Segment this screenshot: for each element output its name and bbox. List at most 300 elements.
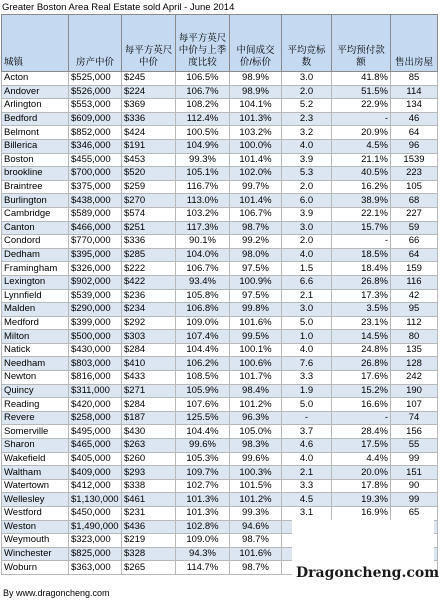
table-cell: 106.7% [230,207,282,221]
table-cell: 125.5% [176,411,230,425]
table-cell: Condord [2,235,69,249]
table-cell: 26.8% [332,357,391,371]
table-cell: 4.0 [282,139,332,153]
table-cell: 101.7% [230,371,282,385]
table-cell: 108.2% [176,99,230,113]
table-cell: 101.2% [230,493,282,507]
table-cell: $455,000 [69,153,122,167]
table-cell: - [332,112,391,126]
table-cell: $430 [122,425,176,439]
table-cell: 98.9% [230,72,282,86]
table-cell: 41.8% [332,72,391,86]
table-cell: $420,000 [69,398,122,412]
table-cell: 105.8% [176,289,230,303]
table-row [2,316,438,330]
table-cell: 16.2% [332,180,391,194]
table-cell: 105.3% [176,452,230,466]
table-cell: 117.3% [176,221,230,235]
table-cell: Revere [2,411,69,425]
table-cell: 113.0% [176,194,230,208]
table-cell: 20.0% [332,466,391,480]
table-cell: 97.5% [230,262,282,276]
table-cell: Westford [2,507,69,521]
table-cell: $422 [122,275,176,289]
table-cell: $285 [122,248,176,262]
table-cell: 5.3 [282,167,332,181]
table-cell: 2.1 [282,289,332,303]
table-cell: 1.9 [282,384,332,398]
table-row [2,99,438,113]
table-cell: 99.8% [230,303,282,317]
table-row [2,411,438,425]
table-cell: $902,000 [69,275,122,289]
table-cell: $430,000 [69,343,122,357]
table-cell: 116 [391,275,438,289]
table-cell: 112 [391,316,438,330]
table-row [2,221,438,235]
table-cell: $433 [122,371,176,385]
table-cell: $328 [122,547,176,561]
table-cell: $466,000 [69,221,122,235]
table-cell: 116.7% [176,180,230,194]
table-cell: 109.0% [176,534,230,548]
header-price-per-sqft: 每平方英尺中价 [122,15,176,72]
table-row [2,126,438,140]
table-cell: 101.3% [176,493,230,507]
table-cell: 3.0 [282,72,332,86]
table-cell: 2.3 [282,112,332,126]
table-cell: $326,000 [69,262,122,276]
table-cell: 106.5% [176,72,230,86]
table-cell: $1,490,000 [69,520,122,534]
table-cell: 102.8% [176,520,230,534]
table-cell: 22.9% [332,99,391,113]
table-cell: 98.9% [230,85,282,99]
table-cell: 66 [391,235,438,249]
table-cell: $553,000 [69,99,122,113]
table-cell: 100.3% [230,466,282,480]
table-row [2,112,438,126]
table-cell: $271 [122,384,176,398]
table-cell: 24.8% [332,343,391,357]
table-cell: $265 [122,561,176,575]
table-cell: Malden [2,303,69,317]
table-cell: $436 [122,520,176,534]
table-cell: Andover [2,85,69,99]
table-cell: 19.3% [332,493,391,507]
table-cell: 42 [391,289,438,303]
table-cell: 99.3% [230,507,282,521]
table-cell: Somerville [2,425,69,439]
table-cell: $409,000 [69,466,122,480]
table-cell: 103.2% [230,126,282,140]
table-cell: $251 [122,221,176,235]
table-cell: 227 [391,207,438,221]
table-cell: Framingham [2,262,69,276]
watermark [292,520,440,592]
table-cell: $539,000 [69,289,122,303]
table-cell: 16.9% [332,507,391,521]
table-cell: 6.6 [282,275,332,289]
table-cell: 151 [391,466,438,480]
table-cell: 3.9 [282,153,332,167]
table-cell: $270 [122,194,176,208]
table-cell: $574 [122,207,176,221]
table-cell: $263 [122,439,176,453]
table-cell: 101.3% [230,112,282,126]
table-cell: 106.7% [176,262,230,276]
table-cell: 93.4% [176,275,230,289]
table-cell: 96 [391,139,438,153]
table-cell: 46 [391,112,438,126]
table-cell: 3.9 [282,207,332,221]
table-cell: $424 [122,126,176,140]
table-cell: 80 [391,330,438,344]
table-cell: 16.6% [332,398,391,412]
table-cell: 2.0 [282,235,332,249]
table-row [2,180,438,194]
table-cell: Wakefield [2,452,69,466]
table-cell: $500,000 [69,330,122,344]
table-row [2,275,438,289]
table-cell: 109.7% [176,466,230,480]
table-cell: 17.6% [332,371,391,385]
table-cell: Watertown [2,479,69,493]
table-cell: Medford [2,316,69,330]
table-cell: 105.0% [230,425,282,439]
footer-credit: By www.dragoncheng.com [3,588,110,598]
table-cell: $245 [122,72,176,86]
table-cell: Lynnfield [2,289,69,303]
table-cell: 98.7% [230,534,282,548]
table-cell: 3.3 [282,371,332,385]
table-cell: 102.7% [176,479,230,493]
table-cell: Cambridge [2,207,69,221]
table-cell: $336 [122,112,176,126]
table-row [2,72,438,86]
table-cell: 5.0 [282,316,332,330]
header-sale-to-list: 中间成交价/标价 [230,15,282,72]
table-cell: Needham [2,357,69,371]
table-cell: 20.9% [332,126,391,140]
table-cell: 100.5% [176,126,230,140]
table-cell: Winchester [2,547,69,561]
table-row [2,507,438,521]
table-cell: 15.2% [332,384,391,398]
table-cell: 101.4% [230,153,282,167]
table-cell: $803,000 [69,357,122,371]
table-row [2,167,438,181]
table-cell: 156 [391,425,438,439]
table-cell: 26.8% [332,275,391,289]
table-cell: $465,000 [69,439,122,453]
table-cell: 190 [391,384,438,398]
table-cell: Billerica [2,139,69,153]
table-cell: $410 [122,357,176,371]
table-cell: 102.0% [230,167,282,181]
table-cell: 59 [391,221,438,235]
table-cell: 99.5% [230,330,282,344]
table-cell: $346,000 [69,139,122,153]
table-cell: 106.2% [176,357,230,371]
table-cell: $219 [122,534,176,548]
table-cell: 100.6% [230,357,282,371]
table-cell: 104.4% [176,425,230,439]
table-cell: 2.0 [282,180,332,194]
table-cell: $292 [122,316,176,330]
table-cell: 21.1% [332,153,391,167]
table-cell: 3.0 [282,221,332,235]
table-cell: 112.4% [176,112,230,126]
table-cell: 18.5% [332,248,391,262]
table-cell: $290,000 [69,303,122,317]
table-cell: 95 [391,303,438,317]
table-cell: 98.7% [230,221,282,235]
table-cell: $1,130,000 [69,493,122,507]
table-cell: 242 [391,371,438,385]
table-cell: 17.3% [332,289,391,303]
table-cell: 98.3% [230,439,282,453]
header-avg-down-payment: 平均预付款额 [332,15,391,72]
watermark-text: Dragoncheng.com [296,565,440,581]
table-row [2,425,438,439]
table-cell: 99.6% [230,452,282,466]
table-row [2,262,438,276]
table-cell: 159 [391,262,438,276]
table-cell: Lexington [2,275,69,289]
table-cell: 114 [391,85,438,99]
table-cell: 100.9% [230,275,282,289]
table-row [2,235,438,249]
table-row [2,357,438,371]
table-cell: 90.1% [176,235,230,249]
table-cell: 98.4% [230,384,282,398]
table-cell: Woburn [2,561,69,575]
table-row [2,384,438,398]
real-estate-table [1,14,438,575]
table-cell: 114.7% [176,561,230,575]
table-cell: $526,000 [69,85,122,99]
table-cell: $369 [122,99,176,113]
table-cell: $412,000 [69,479,122,493]
table-cell: 2.0 [282,85,332,99]
table-cell: $399,000 [69,316,122,330]
table-row [2,439,438,453]
table-cell: $234 [122,303,176,317]
table-row [2,153,438,167]
table-row [2,466,438,480]
table-cell: $336 [122,235,176,249]
table-cell: 94.3% [176,547,230,561]
table-cell: 134 [391,99,438,113]
table-cell: 5.0 [282,398,332,412]
table-cell: $520 [122,167,176,181]
table-cell: $187 [122,411,176,425]
table-cell: Burlington [2,194,69,208]
table-cell: $236 [122,289,176,303]
table-cell: 100.1% [230,343,282,357]
table-cell: 4.0 [282,452,332,466]
table-cell: 4.5% [332,139,391,153]
table-row [2,398,438,412]
table-cell: Boston [2,153,69,167]
table-cell: 101.5% [230,479,282,493]
table-cell: 40.5% [332,167,391,181]
table-cell: 109.0% [176,316,230,330]
table-cell: 74 [391,411,438,425]
table-cell: 104.4% [176,343,230,357]
table-cell: 17.5% [332,439,391,453]
table-cell: 96.3% [230,411,282,425]
table-cell: 107.6% [176,398,230,412]
table-cell: $258,000 [69,411,122,425]
table-cell: $525,000 [69,72,122,86]
table-cell: - [332,411,391,425]
table-cell: 105.9% [176,384,230,398]
header-sqft-vs-last-quarter: 每平方英尺中价与上季度比较 [176,15,230,72]
table-cell: 107.4% [176,330,230,344]
sheet-title: Greater Boston Area Real Estate sold April - June 2014 [2,2,235,13]
table-cell: $453 [122,153,176,167]
table-cell: $438,000 [69,194,122,208]
table-cell: $338 [122,479,176,493]
table-cell: $303 [122,330,176,344]
table-cell: 103.2% [176,207,230,221]
table-cell: - [332,235,391,249]
table-cell: 104.0% [176,248,230,262]
table-cell: 104.9% [176,139,230,153]
table-cell: $495,000 [69,425,122,439]
table-cell: $700,000 [69,167,122,181]
table-body [2,72,438,575]
table-cell: $191 [122,139,176,153]
table-cell: 68 [391,194,438,208]
table-cell: Natick [2,343,69,357]
table-cell: Bedford [2,112,69,126]
table-cell: $816,000 [69,371,122,385]
table-cell: 101.3% [176,507,230,521]
table-cell: $311,000 [69,384,122,398]
table-cell: Newton [2,371,69,385]
table-cell: Quincy [2,384,69,398]
table-cell: 1.0 [282,330,332,344]
table-cell: 17.8% [332,479,391,493]
table-row [2,194,438,208]
table-cell: 4.0 [282,248,332,262]
table-cell: 99 [391,493,438,507]
table-cell: $284 [122,398,176,412]
table-cell: $609,000 [69,112,122,126]
table-cell: 64 [391,126,438,140]
table-row [2,85,438,99]
table-cell: 38.9% [332,194,391,208]
table-cell: Weston [2,520,69,534]
table-cell: 101.6% [230,547,282,561]
table-cell: $395,000 [69,248,122,262]
table-row [2,139,438,153]
table-cell: $293 [122,466,176,480]
table-row [2,289,438,303]
table-cell: 99 [391,452,438,466]
table-cell: 99.2% [230,235,282,249]
table-cell: 223 [391,167,438,181]
table-cell: 135 [391,343,438,357]
table-cell: 22.1% [332,207,391,221]
table-cell: 107 [391,398,438,412]
table-cell: Wellesley [2,493,69,507]
table-cell: 3.7 [282,425,332,439]
table-cell: $259 [122,180,176,194]
table-cell: $224 [122,85,176,99]
table-row [2,493,438,507]
table-cell: 18.4% [332,262,391,276]
table-cell: 101.2% [230,398,282,412]
table-cell: 15.7% [332,221,391,235]
table-cell: 99.3% [176,153,230,167]
table-cell: Canton [2,221,69,235]
header-homes-sold: 售出房屋 [391,15,438,72]
header-avg-offers: 平均竞标数 [282,15,332,72]
table-row [2,343,438,357]
table-cell: 3.5% [332,303,391,317]
table-cell: Arlington [2,99,69,113]
table-row [2,452,438,466]
table-cell: Dedham [2,248,69,262]
table-cell: 108.5% [176,371,230,385]
table-row [2,371,438,385]
table-cell: $222 [122,262,176,276]
table-cell: 4.0 [282,343,332,357]
table-cell: 4.5 [282,493,332,507]
table-cell: Acton [2,72,69,86]
table-cell: 104.1% [230,99,282,113]
table-cell: 4.6 [282,439,332,453]
table-cell: 65 [391,507,438,521]
table-cell: 2.1 [282,466,332,480]
table-cell: 99.6% [176,439,230,453]
table-cell: Weymouth [2,534,69,548]
table-cell: 28.4% [332,425,391,439]
table-cell: 128 [391,357,438,371]
table-cell: 99.7% [230,180,282,194]
table-row [2,330,438,344]
table-cell: 101.4% [230,194,282,208]
table-cell: 55 [391,439,438,453]
table-row [2,248,438,262]
table-cell: 3.2 [282,126,332,140]
table-cell: Braintree [2,180,69,194]
table-cell: 23.1% [332,316,391,330]
table-cell: $450,000 [69,507,122,521]
table-cell: 64 [391,248,438,262]
header-town: 城镇 [2,15,69,72]
table-cell: $461 [122,493,176,507]
table-cell: $405,000 [69,452,122,466]
table-cell: 106.7% [176,85,230,99]
table-cell: 98.0% [230,248,282,262]
table-cell: $852,000 [69,126,122,140]
table-cell: 94.6% [230,520,282,534]
table-cell: $284 [122,343,176,357]
table-cell: Sharon [2,439,69,453]
header-median-price: 房产中价 [69,15,122,72]
table-cell: 97.5% [230,289,282,303]
table-cell: Milton [2,330,69,344]
table-cell: $770,000 [69,235,122,249]
table-cell: $589,000 [69,207,122,221]
table-cell: Belmont [2,126,69,140]
table-cell: brookline [2,167,69,181]
